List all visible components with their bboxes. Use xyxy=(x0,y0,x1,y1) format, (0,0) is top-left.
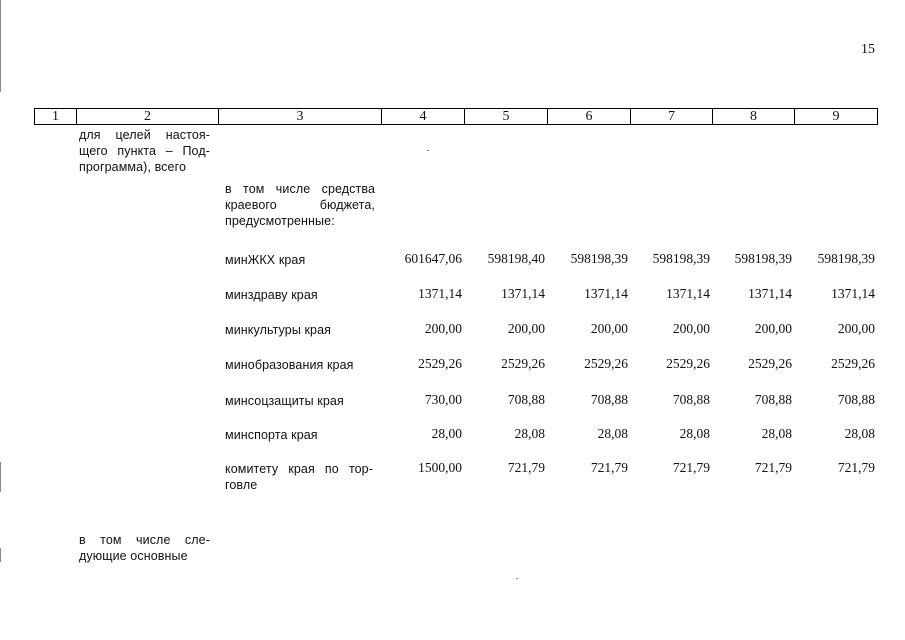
header-cell: 8 xyxy=(713,109,795,124)
value-col5: 28,08 xyxy=(514,426,545,441)
value-col8: 598198,39 xyxy=(734,251,792,266)
value-col9: 721,79 xyxy=(837,460,875,475)
value-col9: 598198,39 xyxy=(817,251,875,266)
value-col6: 721,79 xyxy=(590,460,628,475)
value-col7: 598198,39 xyxy=(652,251,710,266)
header-cell: 3 xyxy=(219,109,382,124)
value-col9: 200,00 xyxy=(837,321,875,336)
value-col9: 28,08 xyxy=(844,426,875,441)
value-col8: 2529,26 xyxy=(748,356,792,371)
scan-edge-mark xyxy=(0,548,1,562)
row-label: минздраву края xyxy=(225,288,318,302)
subprogram-total-label: для целей настоя-щего пункта – Под-программа), всего xyxy=(79,128,210,174)
header-cell: 6 xyxy=(548,109,631,124)
value-col4: 730,00 xyxy=(424,392,462,407)
value-col7: 721,79 xyxy=(672,460,710,475)
value-col7: 2529,26 xyxy=(666,356,710,371)
value-col6: 1371,14 xyxy=(584,286,628,301)
header-cell: 9 xyxy=(832,109,840,124)
value-col7: 200,00 xyxy=(672,321,710,336)
scan-edge-mark xyxy=(0,462,1,492)
scan-speck xyxy=(427,150,429,151)
value-col9: 2529,26 xyxy=(831,356,875,371)
row-label: минкультуры края xyxy=(225,323,332,337)
header-cell: 5 xyxy=(465,109,548,124)
value-col4: 1371,14 xyxy=(418,286,462,301)
value-col5: 1371,14 xyxy=(501,286,545,301)
scan-speck xyxy=(516,578,518,579)
main-activities-label: в том числе сле-дующие основные xyxy=(79,533,210,563)
value-col5: 721,79 xyxy=(507,460,545,475)
value-col5: 598198,40 xyxy=(487,251,545,266)
row-label: минсоцзащиты края xyxy=(225,394,344,408)
value-col4: 1500,00 xyxy=(418,460,462,475)
row-label: минобразования края xyxy=(225,358,354,372)
value-col6: 200,00 xyxy=(590,321,628,336)
value-col8: 28,08 xyxy=(761,426,792,441)
value-col9: 1371,14 xyxy=(831,286,875,301)
row-label: комитету края по тор-говле xyxy=(225,462,373,492)
value-col4: 28,00 xyxy=(431,426,462,441)
value-col6: 2529,26 xyxy=(584,356,628,371)
value-col6: 28,08 xyxy=(597,426,628,441)
value-col5: 2529,26 xyxy=(501,356,545,371)
value-col7: 28,08 xyxy=(679,426,710,441)
regional-budget-intro: в том числе средства краевого бюджета, предусмотренные: xyxy=(225,182,375,228)
row-label: минспорта края xyxy=(225,428,318,442)
row-label: минЖКХ края xyxy=(225,253,306,267)
value-col4: 601647,06 xyxy=(404,251,462,266)
value-col8: 200,00 xyxy=(754,321,792,336)
value-col5: 200,00 xyxy=(507,321,545,336)
header-cell: 2 xyxy=(77,109,219,124)
scan-edge-mark xyxy=(0,0,1,92)
value-col4: 2529,26 xyxy=(418,356,462,371)
header-cell: 1 xyxy=(35,109,77,124)
value-col9: 708,88 xyxy=(837,392,875,407)
value-col5: 708,88 xyxy=(507,392,545,407)
value-col8: 721,79 xyxy=(754,460,792,475)
value-col7: 1371,14 xyxy=(666,286,710,301)
value-col6: 598198,39 xyxy=(570,251,628,266)
value-col8: 708,88 xyxy=(754,392,792,407)
value-col6: 708,88 xyxy=(590,392,628,407)
header-cell: 7 xyxy=(631,109,713,124)
value-col7: 708,88 xyxy=(672,392,710,407)
column-number-header xyxy=(34,108,878,125)
value-col4: 200,00 xyxy=(424,321,462,336)
header-cell: 4 xyxy=(382,109,465,124)
page-number: 15 xyxy=(861,42,875,57)
value-col8: 1371,14 xyxy=(748,286,792,301)
